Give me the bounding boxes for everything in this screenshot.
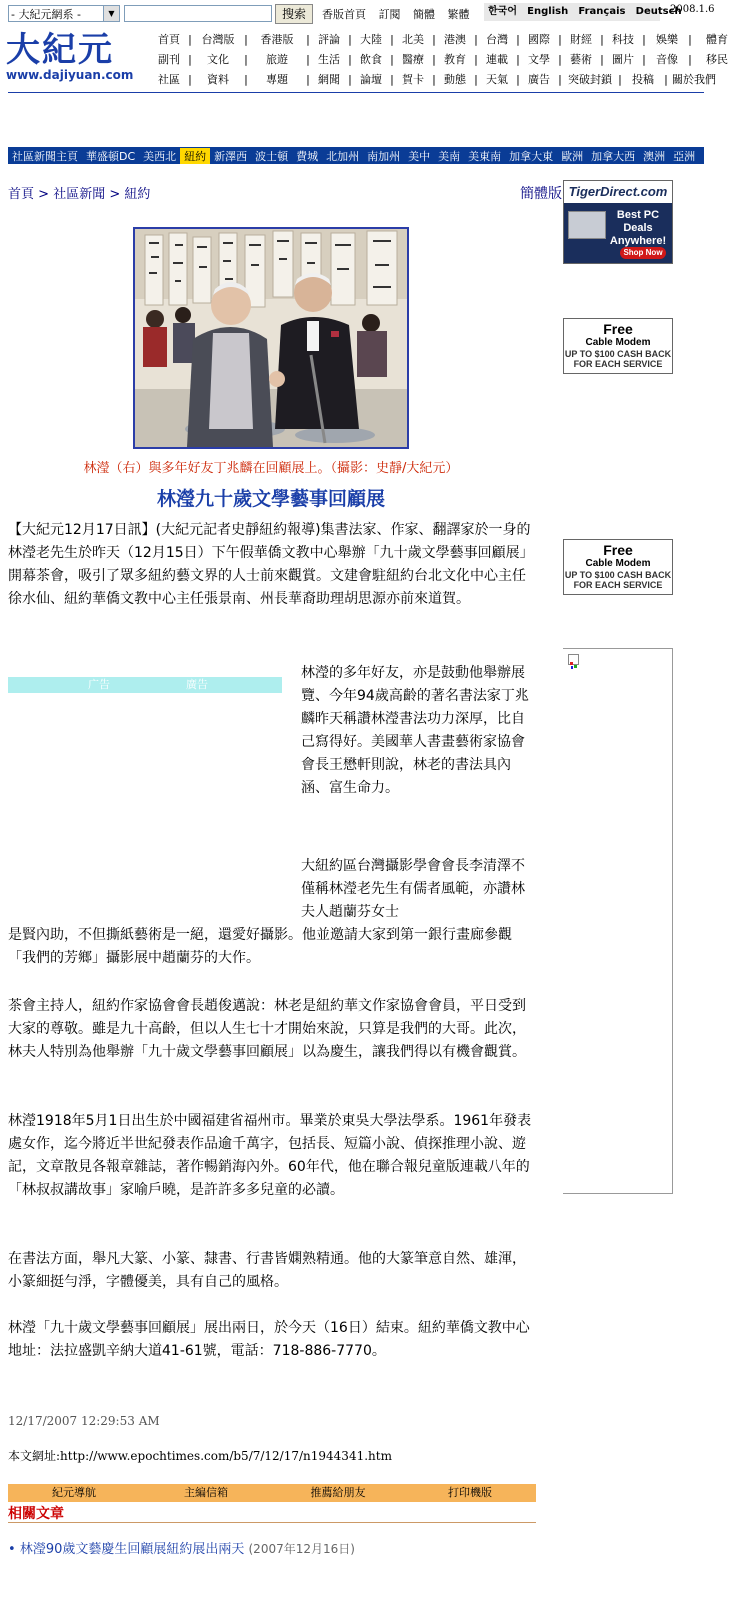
nav-item[interactable]: 評論: [318, 33, 340, 46]
nav-item[interactable]: 首頁: [158, 33, 180, 46]
top-date: 2008.1.6: [670, 4, 715, 15]
nav-separator: |: [664, 73, 668, 86]
nav-separator: |: [306, 73, 310, 86]
nav-item[interactable]: 台灣版: [201, 33, 235, 46]
region-item[interactable]: 歐洲: [561, 149, 584, 163]
nav-separator: |: [306, 33, 310, 46]
nav-separator: |: [432, 53, 436, 66]
nav-separator: |: [188, 53, 192, 66]
region-item[interactable]: 美中: [408, 149, 431, 163]
region-item[interactable]: 亞洲: [673, 149, 696, 163]
laptop-icon: [568, 211, 606, 239]
related-article-item: [8, 1538, 355, 1557]
nav-item[interactable]: 藝術: [570, 53, 592, 66]
nav-item[interactable]: 天氣: [486, 73, 508, 86]
search-input[interactable]: [124, 5, 272, 22]
related-divider: [8, 1522, 536, 1523]
region-nav: [8, 147, 704, 164]
nav-divider: [8, 92, 704, 93]
article-headline: 林瀅九十歲文學藝事回顧展: [156, 488, 385, 510]
nav-separator: |: [618, 73, 622, 86]
language-links: [484, 3, 682, 21]
cable-modem-ad-2[interactable]: [563, 539, 673, 595]
site-logo[interactable]: [6, 32, 146, 82]
simplified-version-link[interactable]: 簡體版: [520, 186, 562, 202]
lang-french[interactable]: Français: [578, 6, 626, 17]
nav-item[interactable]: 副刊: [158, 53, 180, 66]
cable-ad-title: Cable Modem: [585, 337, 651, 348]
nav-item[interactable]: 大陸: [360, 33, 382, 46]
region-item[interactable]: 澳洲: [643, 149, 666, 163]
nav-separator: |: [348, 73, 352, 86]
nav-separator: |: [516, 33, 520, 46]
nav-item[interactable]: 體育: [706, 33, 728, 46]
nav-item[interactable]: 圖片: [612, 53, 634, 66]
top-link-traditional[interactable]: 繁體: [447, 8, 470, 21]
article-address-label: 本文網址:: [8, 1449, 61, 1463]
cable-ad-cashback: UP TO $100 CASH BACK: [564, 349, 672, 359]
nav-separator: |: [516, 73, 520, 86]
nav-separator: |: [688, 53, 692, 66]
top-link-simplified[interactable]: 簡體: [413, 8, 435, 21]
top-link-subscribe[interactable]: 訂閱: [378, 8, 401, 21]
breadcrumb-home[interactable]: 首頁: [8, 187, 35, 202]
tiger-line-2: Anywhere!: [609, 235, 667, 247]
cable-ad-free: Free: [603, 542, 633, 558]
cable-ad-title: Cable Modem: [585, 558, 651, 569]
footer-print-link[interactable]: 打印機版: [448, 1486, 492, 1499]
ad-label-traditional: 廣告: [186, 678, 208, 691]
article-address-url[interactable]: http://www.epochtimes.com/b5/7/12/17/n1944341.htm: [60, 1449, 392, 1463]
nav-item[interactable]: 旅遊: [266, 53, 288, 66]
nav-separator: |: [390, 33, 394, 46]
nav-separator: |: [600, 53, 604, 66]
article-paragraph-1: 【大紀元12月17日訊】(大紀元記者史靜紐約報導)集書法家、作家、翻譯家於一身的林瀅老先生於昨天（12月15日）下午假華僑文教中心舉辦「九十歲文學藝事回顧展」開幕茶會，吸引了眾多紐約藝文界的人士前來觀賞。文建會駐紐約台北文化中心主任徐水仙、紐約華僑文教中心主任張景南、州長華裔助理胡思源亦前來道賀。: [8, 522, 534, 607]
nav-item[interactable]: 文化: [207, 53, 229, 66]
top-link-hk-home[interactable]: 香版首頁: [322, 8, 366, 21]
article-paragraph-2: 林瀅的多年好友，亦是鼓動他舉辦展覽、今年94歲高齡的著名書法家丁兆麟昨天稱讚林瀅書法功力深厚，比自己寫得好。美國華人書畫藝術家協會會長王懋軒則說，林老的書法具內涵、富生命力。: [301, 665, 529, 796]
nav-item[interactable]: 賀卡: [402, 73, 424, 86]
nav-item[interactable]: 廣告: [528, 73, 550, 86]
nav-item[interactable]: 移民: [706, 53, 728, 66]
site-network-select[interactable]: [8, 5, 120, 22]
region-item[interactable]: 美南: [438, 149, 461, 163]
site-network-select-value: - 大紀元網系 -: [11, 8, 81, 21]
nav-separator: |: [558, 53, 562, 66]
nav-item[interactable]: 生活: [318, 53, 340, 66]
top-links: [322, 6, 479, 22]
related-article-date: (2007年12月16日): [248, 1542, 355, 1556]
photo-illustration: [135, 229, 407, 447]
nav-separator: |: [516, 53, 520, 66]
nav-item[interactable]: 財經: [570, 33, 592, 46]
region-item[interactable]: 美東南: [468, 149, 502, 163]
cable-ad-service: FOR EACH SERVICE: [573, 580, 663, 590]
nav-item[interactable]: 社區: [158, 73, 180, 86]
article-paragraph-6: 在書法方面，舉凡大篆、小篆、隸書、行書皆嫻熟精通。他的大篆筆意自然、雄渾，小篆細挺勻淨，字體優美，具有自己的風格。: [8, 1251, 526, 1290]
nav-item[interactable]: 飲食: [360, 53, 382, 66]
nav-item[interactable]: 網聞: [318, 73, 340, 86]
main-nav: [150, 30, 728, 90]
article-paragraph-5: 林瀅1918年5月1日出生於中國福建省福州市。畢業於東吳大學法學系。1961年發表處女作，迄今將近半世紀發表作品逾千萬字，包括長、短篇小說、偵探推理小說、遊記，文章散見各報章雜誌，著作暢銷海內外。60年代，他在聯合報兒童版連載八年的「林叔叔講故事」家喻戶曉，是許許多多兒童的必讀。: [8, 1113, 532, 1198]
nav-row-3: [150, 70, 716, 90]
nav-separator: |: [432, 33, 436, 46]
article-paragraph-3b: 是賢內助，不但撕紙藝術是一絕，還愛好攝影。他並邀請大家到第一銀行畫廊參觀「我們的芳鄉」攝影展中趙蘭芬的大作。: [8, 927, 512, 966]
region-item[interactable]: 美西北: [143, 149, 177, 163]
nav-separator: |: [188, 33, 192, 46]
region-item[interactable]: 北加州: [326, 149, 360, 163]
nav-separator: |: [642, 53, 646, 66]
nav-item[interactable]: 國際: [528, 33, 550, 46]
nav-item[interactable]: 投稿: [632, 73, 654, 86]
footer-toolbar: [8, 1484, 536, 1502]
nav-item[interactable]: 音像: [656, 53, 678, 66]
breadcrumb-section[interactable]: 社區新聞: [53, 187, 106, 202]
region-item[interactable]: 華盛頓DC: [86, 149, 136, 163]
nav-separator: |: [244, 73, 248, 86]
nav-separator: |: [600, 33, 604, 46]
nav-separator: |: [390, 53, 394, 66]
search-button[interactable]: 搜索: [275, 4, 313, 24]
broken-image-icon: [568, 654, 579, 665]
nav-separator: |: [688, 33, 692, 46]
nav-item[interactable]: 關於我們: [672, 73, 716, 86]
region-item[interactable]: 新澤西: [214, 149, 248, 163]
cable-ad-service: FOR EACH SERVICE: [573, 359, 663, 369]
region-item[interactable]: 加拿大西: [591, 149, 636, 163]
skyscraper-ad-frame[interactable]: [563, 648, 673, 1194]
nav-separator: |: [306, 53, 310, 66]
nav-separator: |: [474, 33, 478, 46]
logo-name: 大紀元: [6, 30, 114, 70]
tigerdirect-brand: TigerDirect.com: [564, 181, 672, 203]
nav-item[interactable]: 動態: [444, 73, 466, 86]
nav-separator: |: [188, 73, 192, 86]
tigerdirect-ad[interactable]: [563, 180, 673, 264]
nav-separator: |: [474, 53, 478, 66]
footer-nav-link[interactable]: 紀元導航: [52, 1486, 96, 1499]
article-paragraph-4: 茶會主持人，紐約作家協會會長趙俊邁說：林老是紐約華文作家協會會員，平日受到大家的尊敬。雖是九十高齡，但以人生七十才開始來說，只算是我們的大哥。此次，林夫人特別為他舉辦「九十歲文學藝事回顧展」以為慶生，讓我們得以有機會觀賞。: [8, 998, 526, 1060]
bullet-icon: •: [8, 1542, 16, 1557]
nav-separator: |: [558, 33, 562, 46]
ad-label-simplified: 广告: [88, 678, 110, 691]
nav-item[interactable]: 文學: [528, 53, 550, 66]
region-item[interactable]: 費城: [296, 149, 319, 163]
nav-separator: |: [390, 73, 394, 86]
nav-item[interactable]: 北美: [402, 33, 424, 46]
cable-modem-ad-1[interactable]: [563, 318, 673, 374]
ad-banner-bar[interactable]: [8, 677, 282, 693]
region-item[interactable]: 加拿大東: [509, 149, 554, 163]
nav-separator: |: [244, 53, 248, 66]
article-timestamp: 12/17/2007 12:29:53 AM: [8, 1414, 160, 1428]
nav-item[interactable]: 醫療: [402, 53, 424, 66]
related-article-link[interactable]: 林瀅90歲文藝慶生回顧展紐約展出兩天: [19, 1542, 245, 1557]
article-paragraph-7: 林瀅「九十歲文學藝事回顧展」展出兩日，於今天（16日）結束。紐約華僑文教中心地址：法拉盛凱辛納大道41-61號，電話：718-886-7770。: [8, 1320, 530, 1359]
related-articles-title: 相關文章: [8, 1506, 64, 1522]
logo-url: www.dajiyuan.com: [6, 68, 134, 82]
breadcrumb-sep: >: [38, 187, 50, 202]
nav-item[interactable]: 香港版: [260, 33, 294, 46]
region-item[interactable]: 南加州: [367, 149, 401, 163]
footer-recommend-link[interactable]: 推薦給朋友: [310, 1486, 366, 1499]
nav-item[interactable]: 論壇: [360, 73, 382, 86]
nav-item[interactable]: 資料: [207, 73, 229, 86]
nav-item[interactable]: 娛樂: [656, 33, 678, 46]
breadcrumb-sep: >: [109, 187, 121, 202]
nav-separator: |: [642, 33, 646, 46]
tiger-shop-now-button[interactable]: Shop Now: [620, 247, 666, 259]
region-item[interactable]: 紐約: [180, 148, 210, 164]
article-address: [8, 1447, 392, 1464]
nav-item[interactable]: 突破封鎖: [568, 73, 612, 86]
footer-editor-mail-link[interactable]: 主編信箱: [184, 1486, 228, 1499]
nav-item[interactable]: 專題: [266, 73, 288, 86]
lang-korean[interactable]: 한국어: [488, 6, 517, 17]
lang-german[interactable]: Deutsch: [635, 6, 682, 17]
nav-separator: |: [474, 73, 478, 86]
breadcrumb-region[interactable]: 紐約: [124, 187, 151, 202]
breadcrumb: [8, 183, 150, 202]
nav-separator: |: [244, 33, 248, 46]
nav-item[interactable]: 科技: [612, 33, 634, 46]
nav-separator: |: [558, 73, 562, 86]
photo-caption: 林瀅（右）與多年好友丁兆麟在回顧展上。（攝影：史靜/大紀元）: [83, 461, 459, 476]
nav-row-2: [150, 50, 728, 70]
article-paragraph-3a: 大紐約區台灣攝影學會會長李清澤不僅稱林瀅老先生有儒者風範，亦讚林夫人趙蘭芬女士: [301, 858, 525, 920]
nav-item[interactable]: 連載: [486, 53, 508, 66]
nav-separator: |: [348, 53, 352, 66]
tiger-line-1: Best PC Deals: [616, 209, 660, 234]
nav-separator: |: [348, 33, 352, 46]
cable-ad-free: Free: [603, 321, 633, 337]
nav-separator: |: [432, 73, 436, 86]
nav-item[interactable]: 教育: [444, 53, 466, 66]
nav-row-1: [150, 30, 728, 50]
lang-english[interactable]: English: [527, 6, 569, 17]
nav-item[interactable]: 港澳: [444, 33, 466, 46]
region-item[interactable]: 波士頓: [255, 149, 289, 163]
cable-ad-cashback: UP TO $100 CASH BACK: [564, 570, 672, 580]
nav-item[interactable]: 台灣: [486, 33, 508, 46]
chevron-down-icon[interactable]: ▼: [103, 6, 119, 21]
article-photo: [133, 227, 409, 449]
region-item[interactable]: 社區新聞主頁: [12, 149, 78, 163]
